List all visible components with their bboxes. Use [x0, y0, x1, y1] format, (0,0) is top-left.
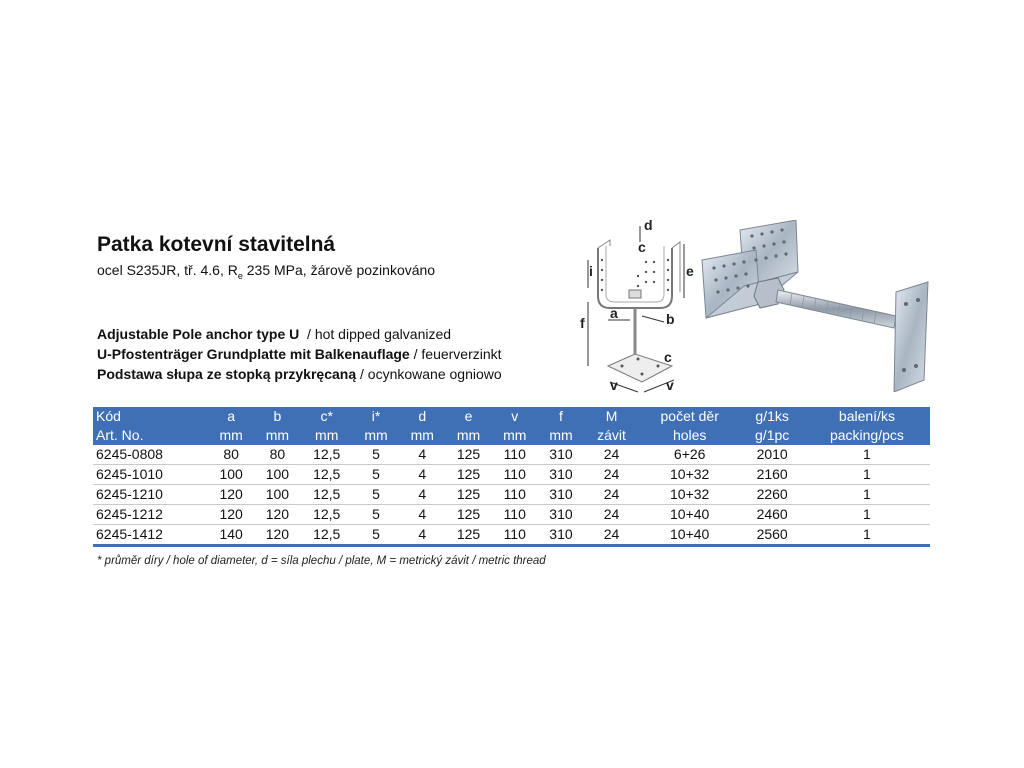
column-unit: mm: [315, 427, 339, 443]
table-cell: 5: [353, 525, 399, 546]
table-cell: 10+32: [639, 465, 740, 485]
variant-bold: Podstawa słupa ze stopką przykręcaną: [97, 366, 357, 382]
table-cell: 24: [584, 485, 639, 505]
article-code: 6245-1010: [93, 465, 208, 485]
table-cell: 5: [353, 485, 399, 505]
column-header: g/1ks: [755, 408, 789, 424]
product-photo: [700, 220, 932, 392]
table-cell: 100: [208, 465, 254, 485]
table-row: [93, 525, 930, 546]
table-cell: 4: [399, 465, 445, 485]
column-header: a: [227, 408, 236, 424]
table-cell: 1: [804, 485, 930, 505]
table-cell: 310: [538, 485, 584, 505]
column-unit: mm: [410, 427, 434, 443]
column-unit: mm: [364, 427, 388, 443]
column-header: balení/ks: [838, 408, 895, 424]
header-row-en: [93, 426, 930, 445]
table-cell: 125: [445, 465, 491, 485]
table-cell: 12,5: [301, 465, 353, 485]
column-header: c*: [320, 408, 333, 424]
product-subtitle: [97, 262, 435, 281]
table-cell: 5: [353, 465, 399, 485]
table-cell: 2160: [740, 465, 803, 485]
table-cell: 12,5: [301, 525, 353, 546]
table-cell: 125: [445, 485, 491, 505]
variant-rest: / ocynkowane ogniowo: [356, 366, 502, 382]
column-header: i*: [371, 408, 381, 424]
table-cell: 110: [492, 525, 538, 546]
variant-pl: [97, 364, 502, 384]
variant-list: [97, 324, 502, 384]
table-cell: 125: [445, 445, 491, 465]
table-cell: 2260: [740, 485, 803, 505]
table-cell: 110: [492, 465, 538, 485]
table-cell: 1: [804, 465, 930, 485]
table-row: [93, 465, 930, 485]
variant-de: [97, 344, 502, 364]
table-cell: 4: [399, 525, 445, 546]
variant-rest: / feuerverzinkt: [409, 346, 502, 362]
table-cell: 100: [254, 465, 300, 485]
dimension-diagram: [580, 216, 700, 394]
table-cell: 1: [804, 505, 930, 525]
column-unit: g/1pc: [755, 427, 790, 443]
article-code: 6245-1412: [93, 525, 208, 546]
spec-table: [93, 407, 930, 547]
variant-rest: / hot dipped galvanized: [299, 326, 452, 342]
column-unit: mm: [265, 427, 290, 443]
table-cell: 310: [538, 465, 584, 485]
column-header: M: [605, 408, 618, 424]
table-cell: 80: [254, 445, 300, 465]
table-cell: 110: [492, 505, 538, 525]
article-code: 6245-1212: [93, 505, 208, 525]
table-row: [93, 505, 930, 525]
article-code: 6245-0808: [93, 445, 208, 465]
column-header: f: [559, 408, 563, 424]
column-header: e: [464, 408, 473, 424]
column-unit: závit: [597, 427, 626, 443]
table-cell: 310: [538, 525, 584, 546]
table-cell: 125: [445, 525, 491, 546]
table-body: [93, 445, 930, 546]
table-cell: 5: [353, 445, 399, 465]
column-unit: Art. No.: [96, 427, 144, 443]
column-header: b: [273, 408, 282, 424]
column-header: d: [418, 408, 427, 424]
column-unit: holes: [672, 427, 707, 443]
subtitle-sub: e: [237, 270, 243, 281]
table-cell: 5: [353, 505, 399, 525]
table-cell: 6+26: [639, 445, 740, 465]
table-cell: 110: [492, 445, 538, 465]
table-cell: 12,5: [301, 505, 353, 525]
table-cell: 2460: [740, 505, 803, 525]
table-cell: 140: [208, 525, 254, 546]
label-v-left: v: [610, 377, 618, 393]
table-cell: 110: [492, 485, 538, 505]
table-cell: 24: [584, 525, 639, 546]
column-unit: mm: [549, 427, 573, 443]
table-cell: 310: [538, 505, 584, 525]
label-a: a: [610, 305, 618, 321]
product-title: Patka kotevní stavitelná: [97, 233, 336, 256]
table-cell: 120: [208, 485, 254, 505]
table-cell: 24: [584, 505, 639, 525]
label-d: d: [644, 217, 653, 233]
table-cell: 4: [399, 445, 445, 465]
label-i: i: [589, 263, 593, 279]
label-c: c: [638, 239, 646, 255]
variant-bold: U-Pfostenträger Grundplatte mit Balkenauflage: [97, 346, 410, 362]
header-row-cs: [93, 407, 930, 426]
subtitle-pre: ocel S235JR, tř. 4.6, R: [97, 262, 238, 278]
variant-bold: Adjustable Pole anchor type U: [97, 326, 300, 342]
column-unit: mm: [219, 427, 243, 443]
label-e: e: [686, 263, 694, 279]
table-cell: 10+40: [639, 505, 740, 525]
table-cell: 2010: [740, 445, 803, 465]
label-b: b: [666, 311, 675, 327]
footnote: * průměr díry / hole of diameter, d = síla plechu / plate, M = metrický závit / metric thread: [97, 555, 546, 567]
subtitle-post: 235 MPa, žárově pozinkováno: [242, 262, 436, 278]
table-cell: 4: [399, 505, 445, 525]
label-f: f: [580, 315, 585, 331]
label-v-right: v: [666, 377, 674, 393]
table-cell: 10+40: [639, 525, 740, 546]
column-unit: mm: [456, 427, 481, 443]
table-cell: 12,5: [301, 445, 353, 465]
table-cell: 24: [584, 465, 639, 485]
variant-en: [97, 324, 502, 344]
table-cell: 125: [445, 505, 491, 525]
table-cell: 80: [208, 445, 254, 465]
table-cell: 12,5: [301, 485, 353, 505]
table-cell: 120: [254, 505, 300, 525]
table-cell: 1: [804, 525, 930, 546]
column-unit: packing/pcs: [829, 427, 904, 443]
table-cell: 100: [254, 485, 300, 505]
column-header: počet děr: [660, 408, 719, 424]
article-code: 6245-1210: [93, 485, 208, 505]
table-cell: 120: [254, 525, 300, 546]
column-header: Kód: [96, 408, 121, 424]
table-cell: 1: [804, 445, 930, 465]
table-cell: 120: [208, 505, 254, 525]
table-cell: 310: [538, 445, 584, 465]
table-cell: 2560: [740, 525, 803, 546]
label-c-base: c: [664, 349, 672, 365]
table-cell: 24: [584, 445, 639, 465]
table-cell: 10+32: [639, 485, 740, 505]
table-cell: 4: [399, 485, 445, 505]
column-header: v: [511, 408, 519, 424]
table-row: [93, 485, 930, 505]
column-unit: mm: [503, 427, 527, 443]
table-row: [93, 445, 930, 465]
